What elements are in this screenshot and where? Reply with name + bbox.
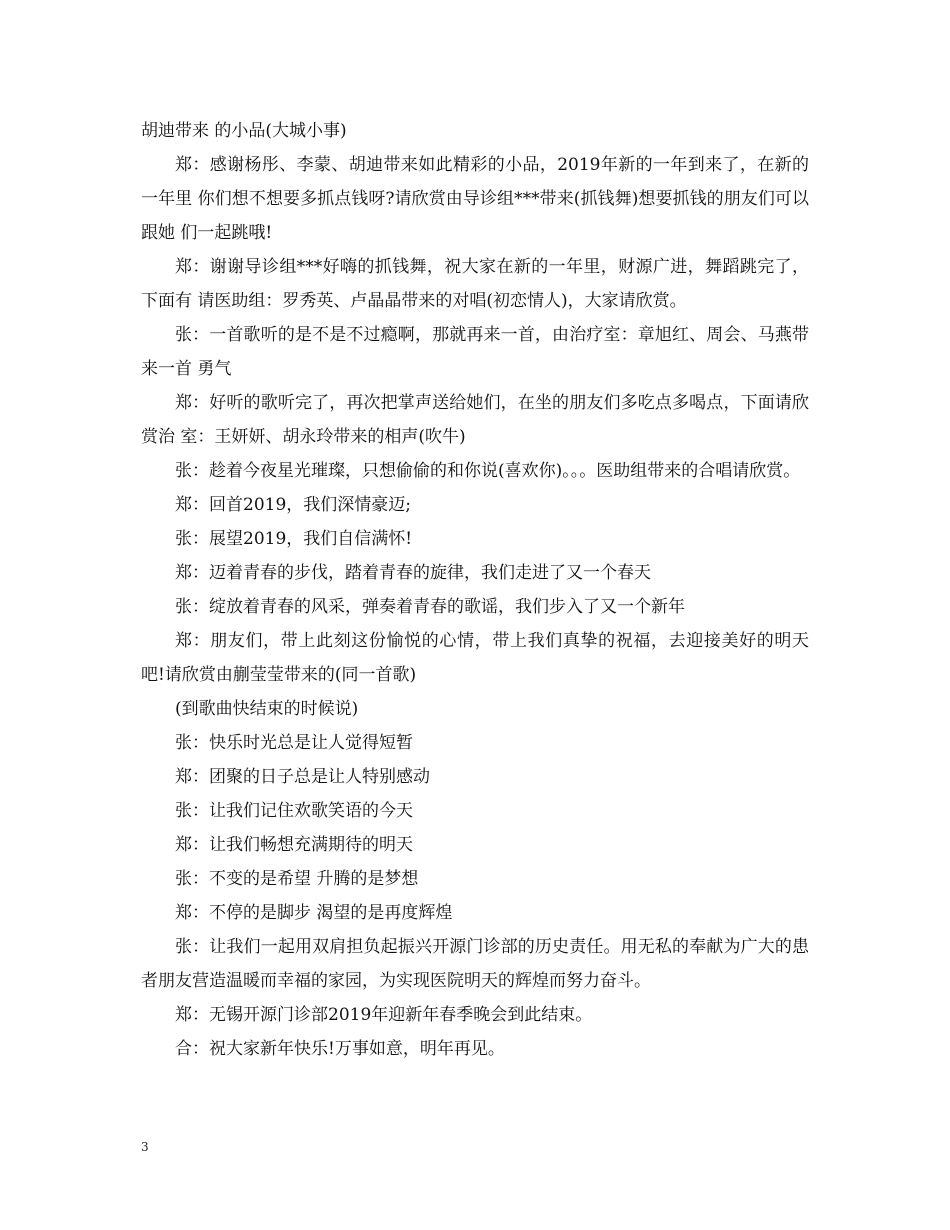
paragraph-look-ahead: 张：展望2019，我们自信满怀!	[175, 529, 413, 549]
paragraph-farewell: 合：祝大家新年快乐!万事如意，明年再见。	[175, 1039, 505, 1059]
paragraph-chorus-intro: 张：趁着今夜星光璀璨，只想偷偷的和你说(喜欢你)。。。医助组带来的合唱请欣赏。	[175, 461, 801, 481]
paragraph-duet-intro: 郑：谢谢导诊组***好嗨的抓钱舞，祝大家在新的一年里，财源广进，舞蹈跳完了，下面有 请医助组：罗秀英、卢晶晶带来的对唱(初恋情人)，大家请欣赏。	[141, 257, 809, 311]
paragraph-footsteps: 郑：不停的是脚步 渴望的是再度辉煌	[175, 903, 453, 923]
paragraph-look-back: 郑：回首2019，我们深情豪迈;	[175, 495, 411, 515]
paragraph-stage-note: (到歌曲快结束的时候说)	[175, 699, 359, 719]
paragraph-money-dance: 郑：感谢杨彤、李蒙、胡迪带来如此精彩的小品，2019年新的一年到来了，在新的一年里 你们想不想要多抓点钱呀?请欣赏由导诊组***带来(抓钱舞)想要抓钱的朋友们可以跟她 们一起跳哦!	[141, 155, 809, 243]
body-text	[141, 114, 809, 1066]
paragraph-same-song: 郑：朋友们，带上此刻这份愉悦的心情，带上我们真挚的祝福，去迎接美好的明天吧!请欣赏由蒯莹莹带来的(同一首歌)	[141, 631, 809, 685]
paragraph-responsibility: 张：让我们一起用双肩担负起振兴开源门诊部的历史责任。用无私的奉献为广大的患者朋友营造温暖而幸福的家园，为实现医院明天的辉煌而努力奋斗。	[141, 937, 809, 991]
paragraph-today: 张：让我们记住欢歌笑语的今天	[175, 801, 413, 821]
page-number: 3	[141, 1140, 149, 1154]
paragraph-courage-song: 张：一首歌听的是不是不过瘾啊，那就再来一首，由治疗室：章旭红、周会、马燕带来一首 勇气	[141, 325, 809, 379]
paragraph-new-year: 张：绽放着青春的风采，弹奏着青春的歌谣，我们步入了又一个新年	[175, 597, 685, 617]
paragraph-crosstalk-intro: 郑：好听的歌听完了，再次把掌声送给她们，在坐的朋友们多吃点多喝点，下面请欣赏治 室：王妍妍、胡永玲带来的相声(吹牛)	[141, 393, 809, 447]
paragraph-happy-time: 张：快乐时光总是让人觉得短暂	[175, 733, 413, 753]
paragraph-tomorrow: 郑：让我们畅想充满期待的明天	[175, 835, 413, 855]
paragraph-hope: 张：不变的是希望 升腾的是梦想	[175, 869, 419, 889]
paragraph-spring: 郑：迈着青春的步伐，踏着青春的旋律，我们走进了又一个春天	[175, 563, 651, 583]
paragraph-reunion: 郑：团聚的日子总是让人特别感动	[175, 767, 430, 787]
paragraph-skit-intro: 胡迪带来 的小品(大城小事)	[141, 121, 347, 141]
paragraph-closing: 郑：无锡开源门诊部2019年迎新年春季晚会到此结束。	[175, 1005, 593, 1025]
